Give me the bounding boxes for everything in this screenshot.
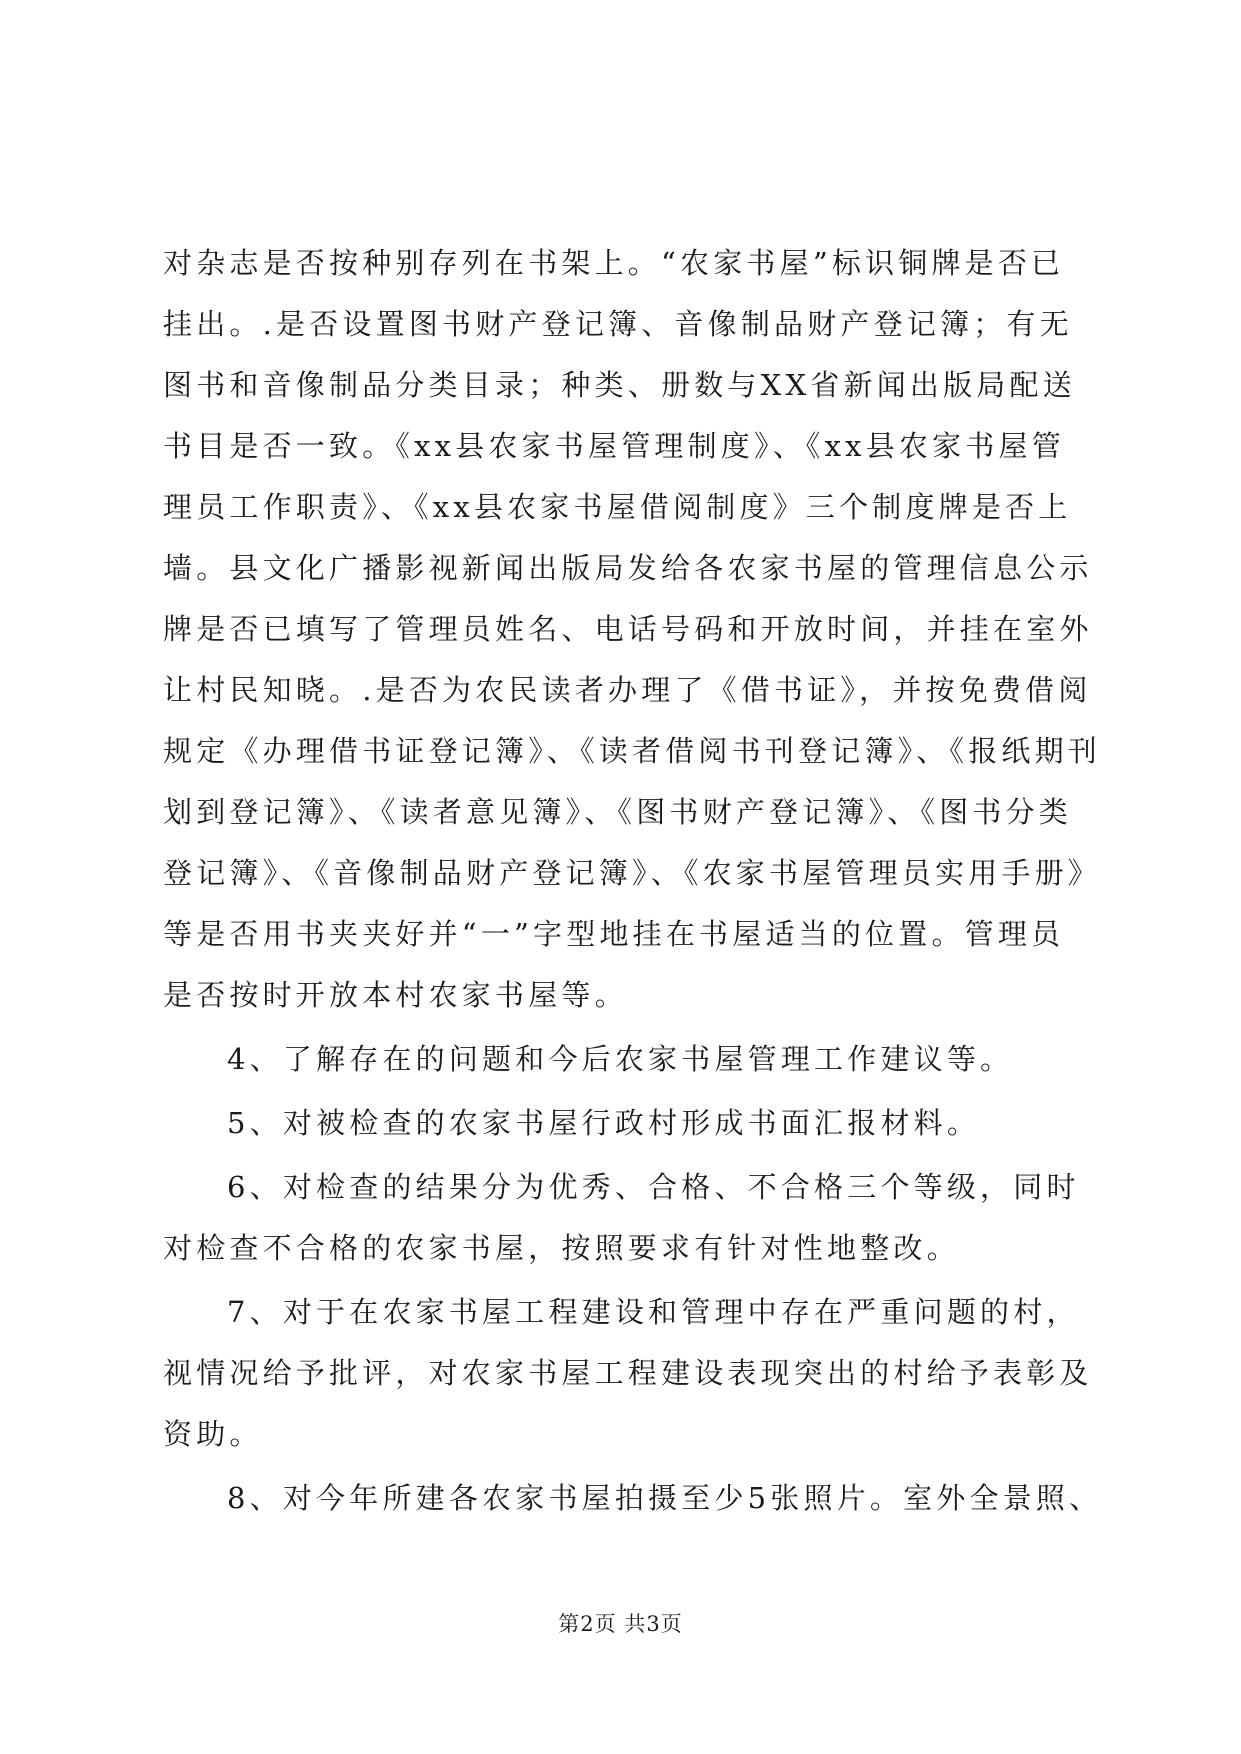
text-line: 理员工作职责》、《xx县农家书屋借阅制度》三个制度牌是否上 [163,490,1072,524]
text-line: 书目是否一致。《xx县农家书屋管理制度》、《xx县农家书屋管 [163,429,1065,463]
text-line: 挂出。.是否设置图书财产登记簿、音像制品财产登记簿；有无 [163,307,1073,341]
paragraph-item-7: 7、对于在农家书屋工程建设和管理中存在严重问题的村， [227,1295,1080,1329]
document-body [163,233,1103,1529]
text-line: 墙。县文化广播影视新闻出版局发给各农家书屋的管理信息公示 [163,551,1093,585]
text-line: 资助。 [163,1417,263,1451]
text-line: 图书和音像制品分类目录；种类、册数与XX省新闻出版局配送 [163,368,1076,402]
text-line: 让村民知晓。.是否为农民读者办理了《借书证》，并按免费借阅 [163,673,1092,707]
paragraph-item-4: 4、了解存在的问题和今后农家书屋管理工作建议等。 [227,1042,1014,1076]
text-line: 划到登记簿》、《读者意见簿》、《图书财产登记簿》、《图书分类 [163,795,1073,829]
text-line: 对杂志是否按种别存列在书架上。“农家书屋”标识铜牌是否已 [163,246,1065,280]
text-line: 对检查不合格的农家书屋，按照要求有针对性地整改。 [163,1231,960,1265]
text-line: 规定《办理借书证登记簿》、《读者借阅书刊登记簿》、《报纸期刊 [163,734,1102,768]
paragraph-item-8: 8、对今年所建各农家书屋拍摄至少5张照片。室外全景照、 [227,1481,1103,1515]
text-line: 是否按时开放本村农家书屋等。 [163,978,628,1012]
page-footer: 第2页 共3页 [558,1612,683,1636]
text-line: 牌是否已填写了管理员姓名、电话号码和开放时间，并挂在室外 [163,612,1093,646]
paragraph-item-6: 6、对检查的结果分为优秀、合格、不合格三个等级，同时 [227,1170,1080,1204]
paragraph-item-5: 5、对被检查的农家书屋行政村形成书面汇报材料。 [227,1106,981,1140]
text-line: 等是否用书夹夹好并“一”字型地挂在书屋适当的位置。管理员 [163,917,1065,951]
text-line: 登记簿》、《音像制品财产登记簿》、《农家书屋管理员实用手册》 [163,856,1102,890]
text-line: 视情况给予批评，对农家书屋工程建设表现突出的村给予表彰及 [163,1356,1093,1390]
